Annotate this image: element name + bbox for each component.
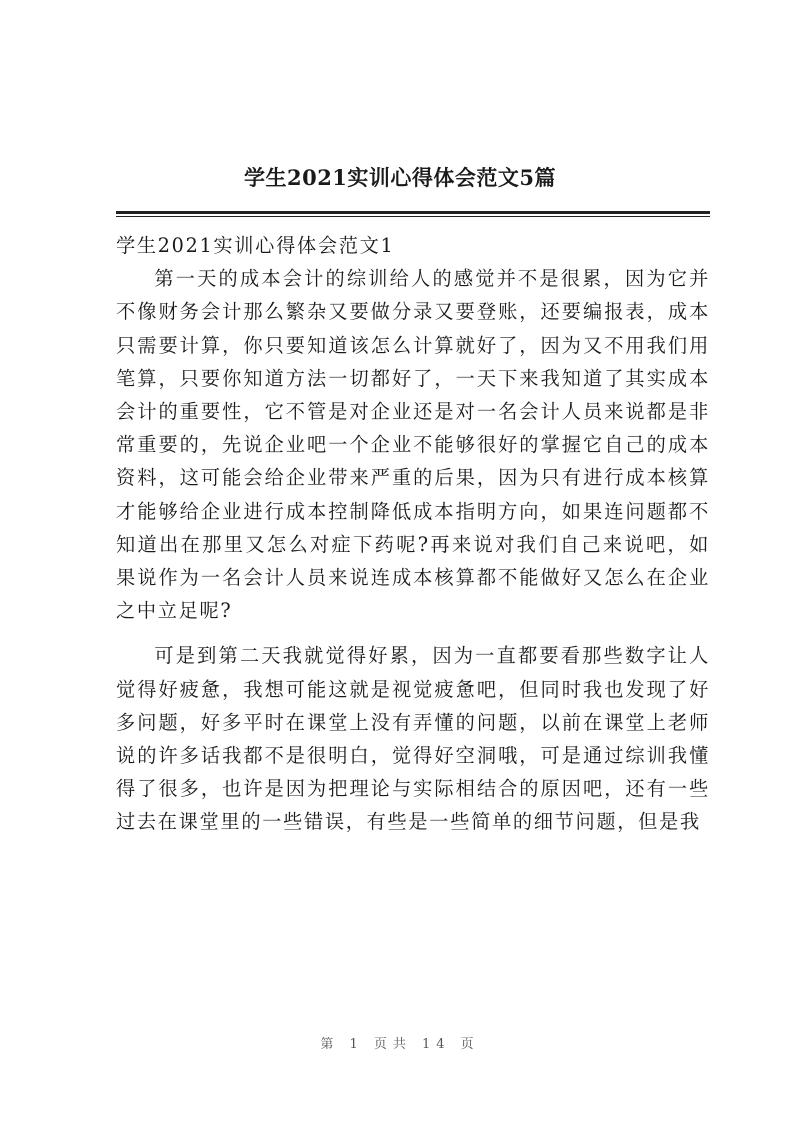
section-heading: 学生2021实训心得体会范文1 bbox=[116, 234, 395, 257]
paragraph-2: 可是到第二天我就觉得好累，因为一直都要看那些数字让人觉得好疲惫，我想可能这就是视觉疲惫吧，但同时我也发现了好多问题，好多平时在课堂上没有弄懂的问题，以前在课堂上老师说的许多话我都不是很明白，觉得好空洞哦，可是通过综训我懂得了很多，也许是因为把理论与实际相结合的原因吧，还有一些过去在课堂里的一些错误，有些是一些简单的细节问题，但是我 bbox=[116, 644, 710, 834]
paragraph-1: 第一天的成本会计的综训给人的感觉并不是很累，因为它并不像财务会计那么繁杂又要做分录又要登账，还要编报表，成本只需要计算，你只要知道该怎么计算就好了，因为又不用我们用笔算，只要你知道方法一切都好了，一天下来我知道了其实成本会计的重要性，它不管是对企业还是对一名会计人员来说都是非常重要的，先说企业吧一个企业不能够很好的掌握它自己的成本资料，这可能会给企业带来严重的后果，因为只有进行成本核算才能够给企业进行成本控制降低成本指明方向，如果连问题都不知道出在那里又怎么对症下药呢?再来说对我们自己来说吧，如果说作为一名会计人员来说连成本核算都不能做好又怎么在企业之中立足呢? bbox=[116, 267, 710, 623]
document-title: 学生2021实训心得体会范文5篇 bbox=[243, 165, 557, 190]
title-rule-thin bbox=[116, 216, 710, 217]
page-footer: 第 1 页共 14 页 bbox=[320, 1037, 480, 1052]
title-rule bbox=[116, 211, 710, 214]
document-body bbox=[116, 229, 710, 839]
